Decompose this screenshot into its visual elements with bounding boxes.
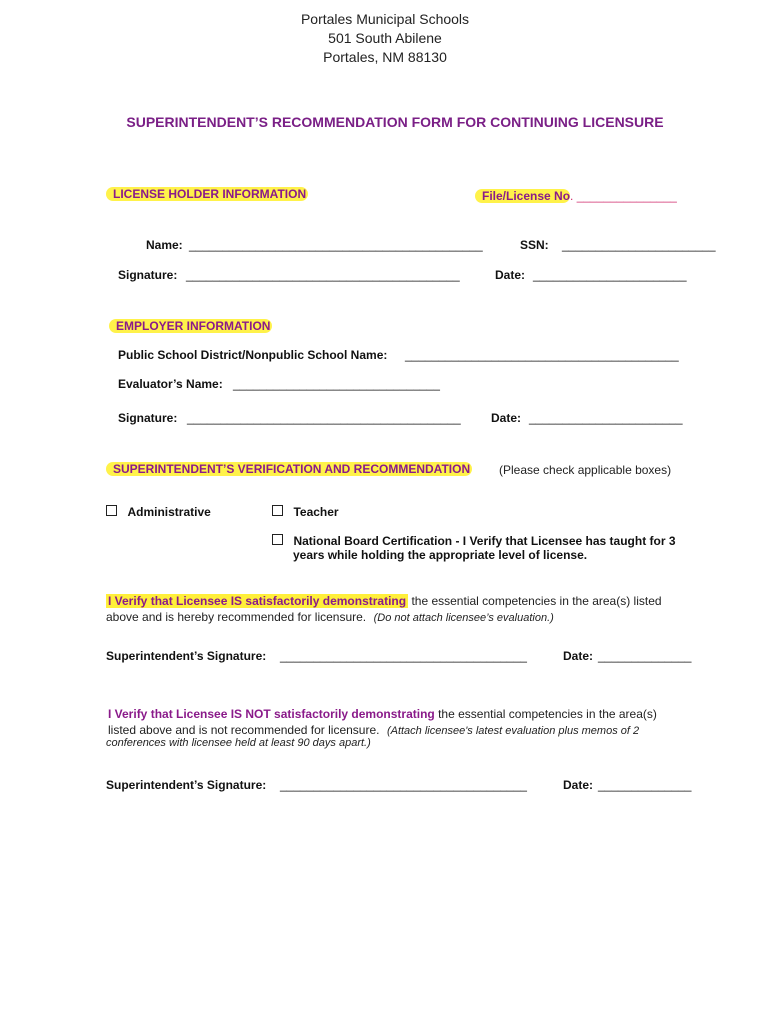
file-license-field[interactable] bbox=[475, 187, 677, 205]
employer-date-label: Date: bbox=[491, 411, 522, 425]
not-satisfactory-note1: (Attach licensee's latest evaluation plus memos of 2 bbox=[386, 725, 640, 737]
school-street: 501 South Abilene bbox=[328, 30, 442, 46]
not-satisfactory-rest: the essential competencies in the area(s) bbox=[434, 707, 657, 721]
district-label: Public School District/Nonpublic School Name: bbox=[118, 348, 388, 362]
verification-note: (Please check applicable boxes) bbox=[499, 463, 672, 477]
not-satisfactory-bold: I Verify that Licensee IS NOT satisfactorily demonstrating bbox=[108, 707, 435, 721]
sup-date-field[interactable]: ______________ bbox=[598, 649, 692, 663]
is-satisfactory-rest2: above and is hereby recommended for licensure. bbox=[106, 610, 367, 624]
is-satisfactory-note: (Do not attach licensee’s evaluation.) bbox=[373, 612, 554, 624]
teacher-label: Teacher bbox=[293, 505, 339, 519]
sup-signature-label: Superintendent’s Signature: bbox=[106, 649, 267, 663]
ssn-label: SSN: bbox=[520, 238, 549, 252]
teacher-checkbox[interactable] bbox=[272, 505, 283, 516]
is-satisfactory-line2 bbox=[106, 608, 554, 626]
district-field[interactable]: _________________________________________ bbox=[405, 348, 679, 362]
is-satisfactory-rest: the essential competencies in the area(s) listed bbox=[408, 594, 662, 608]
form-title: SUPERINTENDENT’S RECOMMENDATION FORM FOR CONTINUING LICENSURE bbox=[126, 114, 664, 130]
evaluator-label: Evaluator’s Name: bbox=[118, 377, 223, 391]
is-satisfactory-bold: I Verify that Licensee IS satisfactorily demonstrating bbox=[108, 594, 407, 608]
nbc-label-line2: years while holding the appropriate level of license. bbox=[293, 548, 588, 562]
file-license-label: File/License No bbox=[475, 189, 570, 203]
holder-date-field[interactable]: _______________________ bbox=[533, 268, 687, 282]
teacher-option[interactable] bbox=[272, 503, 339, 521]
file-license-blank: . _______________ bbox=[570, 189, 677, 203]
ssn-field[interactable]: _______________________ bbox=[562, 238, 716, 252]
sup-signature-field[interactable]: _____________________________________ bbox=[280, 649, 527, 663]
nbc-label-line1: National Board Certification - I Verify that Licensee has taught for 3 bbox=[293, 534, 676, 548]
holder-date-label: Date: bbox=[495, 268, 526, 282]
school-city: Portales, NM 88130 bbox=[323, 49, 447, 65]
sup-signature-field-2[interactable]: _____________________________________ bbox=[280, 778, 527, 792]
license-holder-section-label: LICENSE HOLDER INFORMATION bbox=[106, 187, 308, 201]
name-field[interactable]: ____________________________________________ bbox=[189, 238, 483, 252]
employer-signature-label: Signature: bbox=[118, 411, 178, 425]
sup-date-label: Date: bbox=[563, 649, 594, 663]
holder-signature-label: Signature: bbox=[118, 268, 178, 282]
not-satisfactory-rest2: listed above and is not recommended for licensure. bbox=[108, 723, 380, 737]
name-label: Name: bbox=[146, 238, 183, 252]
sup-signature-label-2: Superintendent’s Signature: bbox=[106, 778, 267, 792]
administrative-option[interactable] bbox=[106, 503, 211, 521]
administrative-label: Administrative bbox=[127, 505, 211, 519]
sup-date-label-2: Date: bbox=[563, 778, 594, 792]
not-satisfactory-note2: conferences with licensee held at least 90 days apart.) bbox=[106, 737, 371, 749]
sup-date-field-2[interactable]: ______________ bbox=[598, 778, 692, 792]
school-name: Portales Municipal Schools bbox=[300, 11, 470, 27]
administrative-checkbox[interactable] bbox=[106, 505, 117, 516]
employer-date-field[interactable]: _______________________ bbox=[529, 411, 683, 425]
employer-section-label: EMPLOYER INFORMATION bbox=[109, 319, 272, 333]
holder-signature-field[interactable]: _________________________________________ bbox=[186, 268, 460, 282]
nbc-checkbox[interactable] bbox=[272, 534, 283, 545]
employer-signature-field[interactable]: _________________________________________ bbox=[187, 411, 461, 425]
verification-section-label: SUPERINTENDENT’S VERIFICATION AND RECOMMENDATION bbox=[106, 462, 472, 476]
evaluator-field[interactable]: _______________________________ bbox=[233, 377, 440, 391]
